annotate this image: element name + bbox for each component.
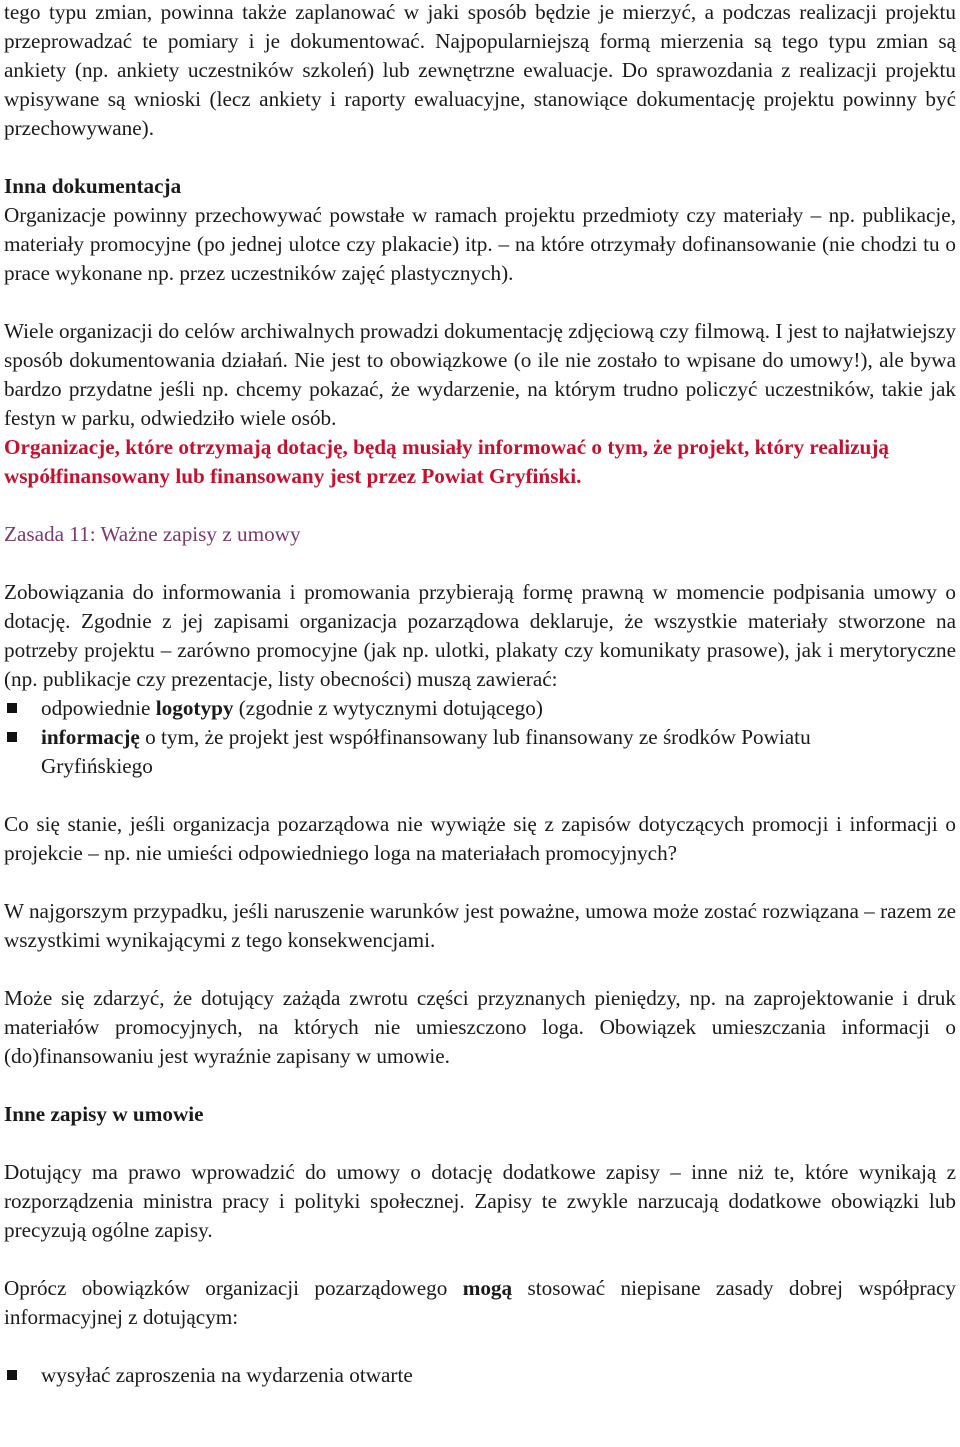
bullet-text: wysyłać zaproszenia na wydarzenia otwarte — [41, 1363, 413, 1387]
worst-case-paragraph: W najgorszym przypadku, jeśli naruszenie warunków jest poważne, umowa może zostać rozwiązana – razem ze wszystkimi wynikającymi z tego konsekwencjami. — [4, 899, 956, 952]
bullet-bold: informację — [41, 725, 140, 749]
intro-paragraph: tego typu zmian, powinna także zaplanować w jaki sposób będzie je mierzyć, a podczas realizacji projektu przeprowadzać te pomiary i je dokumentować. Najpopularniejszą formą mierzenia są tego typu zmian są ankiety (np. ankiety uczestników szkoleń) lub zewnętrzne ewaluacje. Do sprawozdania z realizacji projektu wpisywane są wnioski (lecz ankiety i raporty ewaluacyjne, stanowiące dokumentację projektu powinny być przechowywane). — [4, 0, 956, 140]
inna-paragraph: Organizacje powinny przechowywać powstałe w ramach projektu przedmioty czy materiały – np. publikacje, materiały promocyjne (po jednej ulotce czy plakacie) itp. – na które otrzymały dofinansowanie (nie chodzi tu o prace wykonane np. przez uczestników zajęć plastycznych). — [4, 203, 956, 285]
bullet-bold: logotypy — [155, 696, 234, 720]
oprocz-bold: mogą — [462, 1276, 513, 1300]
bullet-post: (zgodnie z wytycznymi dotującego) — [233, 696, 543, 720]
section-heading-inne-zapisy: Inne zapisy w umowie — [4, 1102, 204, 1126]
wiele-paragraph: Wiele organizacji do celów archiwalnych prowadzi dokumentację zdjęciową czy filmową. I jest to najłatwiejszy sposób dokumentowania działań. Nie jest to obowiązkowe (o ile nie zostało to wpisane do umowy!), ale bywa bardzo przydatne jeśli np. chcemy pokazać, że wydarzenie, na którym trudno policzyć uczestników, takie jak festyn w parku, odwiedziło wiele osób. — [4, 319, 956, 430]
inne-paragraph: Dotujący ma prawo wprowadzić do umowy o dotację dodatkowe zapisy – inne niż te, które wynikają z rozporządzenia ministra pracy i polityki społecznej. Zapisy te zwykle narzucają dodatkowe obowiązki lub precyzują ogólne zapisy. — [4, 1160, 956, 1242]
list-item — [4, 694, 956, 723]
section-heading-inna-dokumentacja: Inna dokumentacja — [4, 174, 182, 198]
list-item — [4, 1361, 956, 1390]
oprocz-post: stosować niepisane zasady dobrej współpracy informacyjnej z dotującym: — [4, 1276, 956, 1329]
square-bullet-icon — [7, 732, 17, 742]
document-page — [4, 0, 956, 1390]
zasada-paragraph: Zobowiązania do informowania i promowania przybierają formę prawną w momencie podpisania umowy o dotację. Zgodnie z jej zapisami organizacja pozarządowa deklaruje, że wszystkie materiały stworzone na potrzeby projektu – zarówno promocyjne (jak np. ulotki, plakaty czy komunikaty prasowe), jak i merytoryczne (np. publikacje czy prezentacje, listy obecności) muszą zawierać: — [4, 580, 956, 691]
square-bullet-icon — [7, 1370, 17, 1380]
section-heading-zasada-11: Zasada 11: Ważne zapisy z umowy — [4, 522, 301, 546]
bullet-pre: odpowiednie — [41, 696, 156, 720]
question-paragraph: Co się stanie, jeśli organizacja pozarządowa nie wywiąże się z zapisów dotyczących promocji i informacji o projekcie – np. nie umieści odpowiedniego loga na materiałach promocyjnych? — [4, 812, 956, 865]
oprocz-paragraph — [4, 1274, 956, 1332]
refund-paragraph: Może się zdarzyć, że dotujący zażąda zwrotu części przyznanych pieniędzy, np. na zaprojektowanie i druk materiałów promocyjnych, na których nie umieszczono loga. Obowiązek umieszczania informacji o (do)finansowaniu jest wyraźnie zapisany w umowie. — [4, 986, 956, 1068]
final-bullet-list — [4, 1361, 956, 1390]
zasada-bullet-list — [4, 694, 956, 781]
list-item — [4, 723, 956, 781]
notice-paragraph: Organizacje, które otrzymają dotację, będą musiały informować o tym, że projekt, który realizują współfinansowany lub finansowany jest przez Powiat Gryfiński. — [4, 435, 889, 488]
bullet-post: o tym, że projekt jest współfinansowany lub finansowany ze środków Powiatu Gryfińskiego — [41, 725, 811, 778]
oprocz-pre: Oprócz obowiązków organizacji pozarządowego — [4, 1276, 463, 1300]
square-bullet-icon — [7, 703, 17, 713]
